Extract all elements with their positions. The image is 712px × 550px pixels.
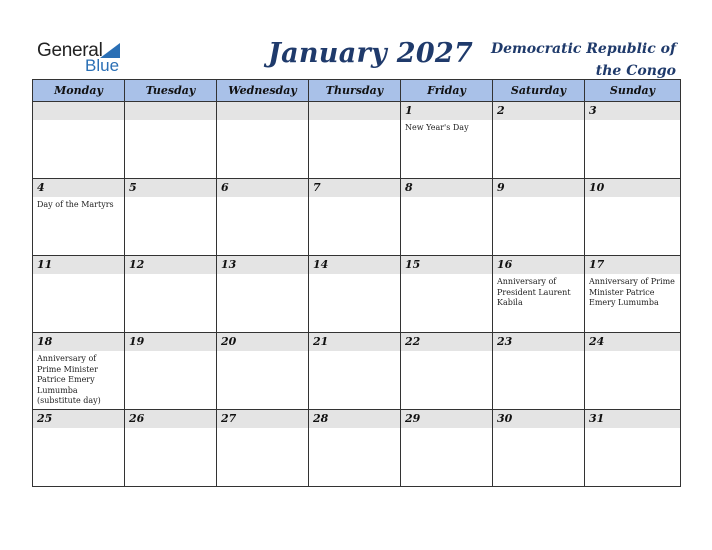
day-cell <box>309 333 401 410</box>
day-number-band <box>217 333 308 351</box>
weekday-header: Monday <box>33 80 125 102</box>
holiday-label: Anniversary of President Laurent Kabila <box>497 277 571 307</box>
day-number: 27 <box>221 412 237 425</box>
day-cell <box>217 102 309 179</box>
holiday-label: New Year's Day <box>405 123 469 132</box>
day-number: 28 <box>313 412 329 425</box>
day-number: 12 <box>129 258 145 271</box>
day-number: 14 <box>313 258 329 271</box>
logo-text-general: General <box>37 40 103 61</box>
day-number-band <box>217 256 308 274</box>
day-number-band <box>401 179 492 197</box>
holiday-label: Anniversary of Prime Minister Patrice Emery Lumumba (substitute day) <box>37 354 101 405</box>
week-row <box>33 256 681 333</box>
day-number-band <box>33 410 124 428</box>
day-number-band <box>309 179 400 197</box>
day-cell <box>217 179 309 256</box>
day-number-band <box>217 410 308 428</box>
day-cell <box>33 256 125 333</box>
day-cell <box>585 102 681 179</box>
day-cell <box>493 179 585 256</box>
day-number-band <box>309 256 400 274</box>
day-number: 20 <box>221 335 237 348</box>
calendar-title: January 2027 <box>268 38 474 69</box>
day-number-band <box>401 256 492 274</box>
day-number-band <box>585 179 680 197</box>
day-number-band <box>585 102 680 120</box>
day-cell <box>125 256 217 333</box>
day-cell <box>585 410 681 487</box>
day-number-band <box>217 102 308 120</box>
day-number: 2 <box>497 104 505 117</box>
logo-text-blue: Blue <box>85 56 120 75</box>
day-cell <box>401 179 493 256</box>
day-number: 26 <box>129 412 145 425</box>
day-number: 21 <box>313 335 329 348</box>
day-number: 18 <box>37 335 53 348</box>
generalblue-logo <box>37 40 127 74</box>
day-number: 22 <box>405 335 421 348</box>
day-cell <box>33 410 125 487</box>
weekday-header: Friday <box>401 80 493 102</box>
day-cell <box>217 256 309 333</box>
day-number-band <box>309 102 400 120</box>
day-cell <box>401 410 493 487</box>
day-number-band <box>401 333 492 351</box>
holiday-label: Anniversary of Prime Minister Patrice Emery Lumumba <box>589 277 675 307</box>
weekday-header: Sunday <box>585 80 681 102</box>
day-number: 19 <box>129 335 145 348</box>
day-cell <box>309 102 401 179</box>
day-cell <box>585 256 681 333</box>
day-number-band <box>33 256 124 274</box>
day-number-band <box>217 179 308 197</box>
day-cell <box>585 333 681 410</box>
day-number: 15 <box>405 258 421 271</box>
day-cell <box>309 410 401 487</box>
day-cell <box>125 179 217 256</box>
day-number: 23 <box>497 335 513 348</box>
day-number: 11 <box>37 258 53 271</box>
day-number-band <box>33 333 124 351</box>
weekday-header: Thursday <box>309 80 401 102</box>
day-number-band <box>493 333 584 351</box>
week-row <box>33 102 681 179</box>
weekday-header: Saturday <box>493 80 585 102</box>
day-cell <box>33 179 125 256</box>
day-number: 31 <box>589 412 605 425</box>
day-cell <box>585 179 681 256</box>
day-cell <box>33 333 125 410</box>
day-cell <box>33 102 125 179</box>
day-cell <box>309 179 401 256</box>
day-cell <box>309 256 401 333</box>
day-cell <box>401 256 493 333</box>
day-number-band <box>309 410 400 428</box>
day-number-band <box>401 102 492 120</box>
day-number-band <box>125 256 216 274</box>
day-number-band <box>33 179 124 197</box>
day-number-band <box>493 179 584 197</box>
day-number-band <box>125 179 216 197</box>
day-number-band <box>493 410 584 428</box>
day-number: 4 <box>37 181 45 194</box>
day-cell <box>493 333 585 410</box>
day-number: 25 <box>37 412 53 425</box>
day-number: 5 <box>129 181 137 194</box>
weekday-header: Tuesday <box>125 80 217 102</box>
day-number-band <box>585 256 680 274</box>
day-number: 8 <box>405 181 413 194</box>
day-number: 10 <box>589 181 605 194</box>
day-number-band <box>125 102 216 120</box>
day-cell <box>493 102 585 179</box>
day-cell <box>217 333 309 410</box>
day-cell <box>401 333 493 410</box>
day-number-band <box>401 410 492 428</box>
weeks-container <box>33 102 681 487</box>
holiday-label: Day of the Martyrs <box>37 200 114 209</box>
day-number: 24 <box>589 335 605 348</box>
day-number-band <box>309 333 400 351</box>
day-number-band <box>125 333 216 351</box>
weekday-header: Wednesday <box>217 80 309 102</box>
day-number-band <box>585 410 680 428</box>
weekday-header-row <box>33 80 681 102</box>
day-number-band <box>125 410 216 428</box>
day-cell <box>125 333 217 410</box>
day-number: 6 <box>221 181 229 194</box>
day-number: 9 <box>497 181 505 194</box>
calendar-grid <box>32 79 681 487</box>
day-number-band <box>585 333 680 351</box>
day-cell <box>493 410 585 487</box>
day-cell <box>125 102 217 179</box>
day-number: 29 <box>405 412 421 425</box>
day-number-band <box>493 102 584 120</box>
day-number: 3 <box>589 104 597 117</box>
week-row <box>33 179 681 256</box>
day-number: 17 <box>589 258 605 271</box>
day-number-band <box>33 102 124 120</box>
day-number-band <box>493 256 584 274</box>
country-name: Democratic Republic of the Congo <box>490 41 676 79</box>
week-row <box>33 410 681 487</box>
day-cell <box>217 410 309 487</box>
day-number: 16 <box>497 258 513 271</box>
day-number: 30 <box>497 412 513 425</box>
day-cell <box>125 410 217 487</box>
day-number: 1 <box>405 104 413 117</box>
week-row <box>33 333 681 410</box>
day-number: 7 <box>313 181 321 194</box>
day-number: 13 <box>221 258 237 271</box>
day-cell <box>401 102 493 179</box>
day-cell <box>493 256 585 333</box>
